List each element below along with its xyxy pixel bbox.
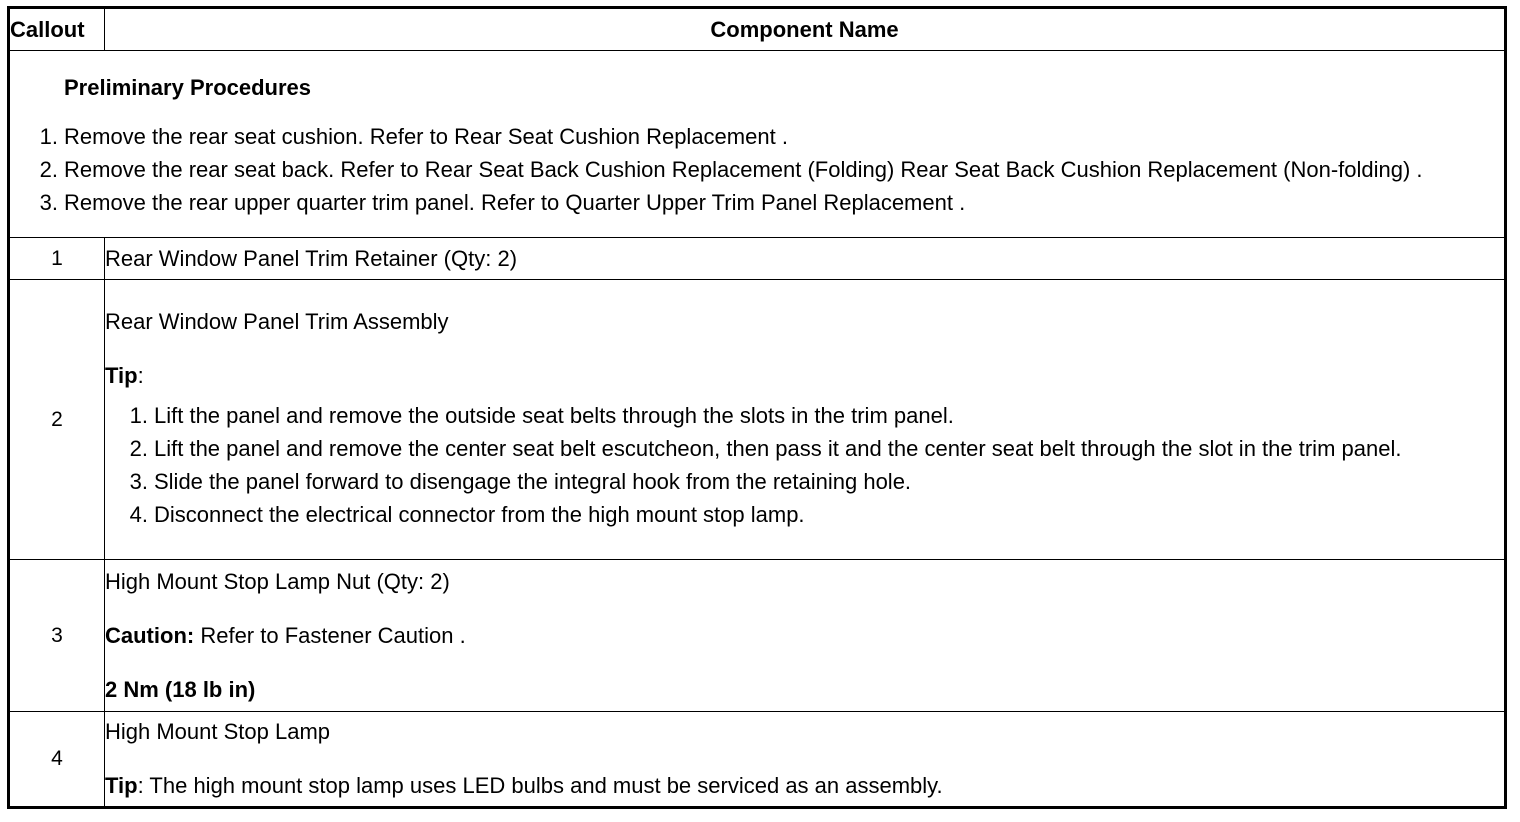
preliminary-steps <box>10 122 1504 218</box>
caution-note: Caution: Refer to Fastener Caution . <box>105 622 466 648</box>
callout-number: 2 <box>9 280 105 560</box>
component-name: Rear Window Panel Trim Retainer (Qty: 2) <box>105 238 1506 280</box>
table-row <box>9 712 1506 808</box>
component-name-header: Component Name <box>105 8 1506 51</box>
list-item: 3. Slide the panel forward to disengage the integral hook from the retaining hole. <box>129 468 912 494</box>
list-item: 3. Remove the rear upper quarter trim panel. Refer to Quarter Upper Trim Panel Replacement . <box>39 189 966 215</box>
list-item: 4. Disconnect the electrical connector from the high mount stop lamp. <box>129 501 805 527</box>
torque-spec: 2 Nm (18 lb in) <box>105 676 256 702</box>
component-name: High Mount Stop Lamp <box>105 719 331 744</box>
preliminary-row <box>9 51 1506 238</box>
list-item: 2. Remove the rear seat back. Refer to Rear Seat Back Cushion Replacement (Folding) Rear Seat Back Cushion Replacement (Non-folding) . <box>39 156 1423 182</box>
callout-number: 1 <box>9 238 105 280</box>
table-row <box>9 560 1506 712</box>
list-item: 1. Lift the panel and remove the outside seat belts through the slots in the trim panel. <box>129 402 954 428</box>
tip-heading: Tip: <box>105 362 144 388</box>
callout-number: 3 <box>9 560 105 712</box>
component-table <box>7 6 1507 809</box>
table-row <box>9 238 1506 280</box>
component-name: Rear Window Panel Trim Assembly <box>105 308 449 334</box>
callout-header: Callout <box>9 8 105 51</box>
tip-steps <box>105 401 1504 530</box>
list-item: 1. Remove the rear seat cushion. Refer to Rear Seat Cushion Replacement . <box>39 123 788 149</box>
tip-note: Tip: The high mount stop lamp uses LED bulbs and must be serviced as an assembly. <box>105 773 943 798</box>
list-item: 2. Lift the panel and remove the center seat belt escutcheon, then pass it and the center seat belt through the slot in the trim panel. <box>129 435 1402 461</box>
header-row <box>9 8 1506 51</box>
table-row <box>9 280 1506 560</box>
callout-number: 4 <box>9 712 105 808</box>
preliminary-title: Preliminary Procedures <box>64 74 312 100</box>
component-name: High Mount Stop Lamp Nut (Qty: 2) <box>105 568 450 594</box>
